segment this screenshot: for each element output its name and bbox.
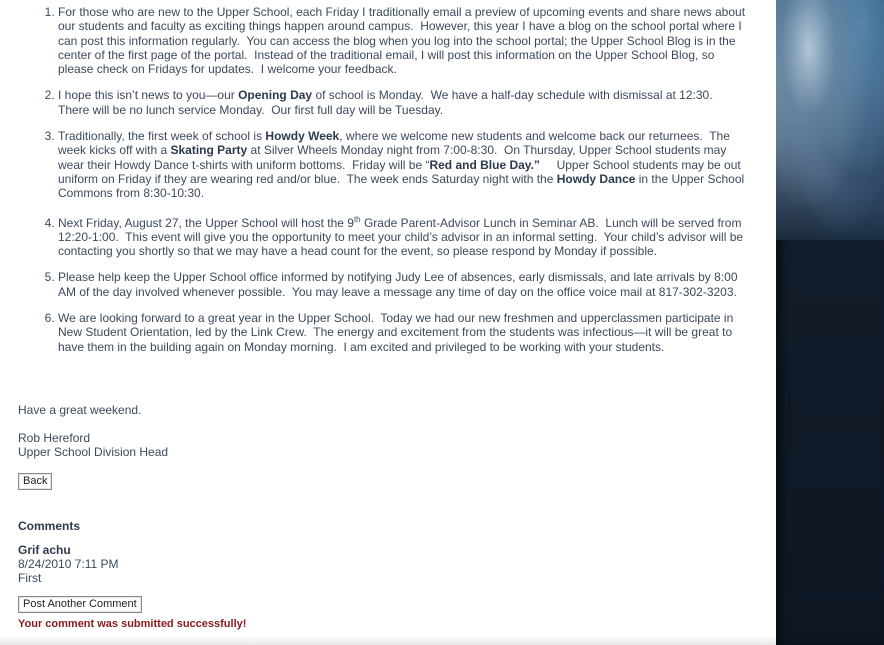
closing-text: Have a great weekend. (18, 403, 142, 417)
signature-name: Rob Hereford (18, 431, 91, 445)
water-photo (776, 0, 884, 240)
announcement-item: 2. I hope this isn’t news to you—our Opening Day of school is Monday. We have a half-day schedule with dismissal at 12:30. There will be no lunch service Monday. Our first full day will be Tuesday. (58, 88, 748, 117)
announcement-item: 6. We are looking forward to a great year in the Upper School. Today we had our new freshmen and upperclassmen participate in New Student Orientation, led by the Link Crew. The energy and excitement from the students was infectious—it will be great to have them in the building again on Monday morning. I am excited and privileged to be working with your students. (58, 311, 748, 354)
comment-text: First (18, 571, 42, 585)
post-another-comment-button[interactable]: Post Another Comment (18, 596, 142, 613)
announcement-item: 1. For those who are new to the Upper School, each Friday I traditionally email a preview of upcoming events and share news about our students and faculty as exciting things happen around campus. However, this year I have a blog on the school portal where I can post this information regularly. You can access the blog when you log into the school portal; the Upper School Blog is in the center of the first page of the portal. Instead of the traditional email, I will post this information on the Upper School Blog, so please check on Fridays for updates. I welcome your feedback. (58, 5, 748, 76)
announcement-item: 3. Traditionally, the first week of school is Howdy Week, where we welcome new students and welcome back our returnees. The week kicks off with a Skating Party at Silver Wheels Monday night from 7:00-8:30. On Thursday, Upper School students may wear their Howdy Dance t-shirts with uniform bottoms. Friday will be “Red and Blue Day.” Upper School students may be out uniform on Friday if they are wearing red and/or blue. The week ends Saturday night with the Howdy Dance in the Upper School Commons from 8:30-10:30. (58, 129, 748, 200)
success-message: Your comment was submitted successfully! (18, 618, 247, 630)
back-button[interactable]: Back (18, 473, 52, 490)
announcement-item: 4. Next Friday, August 27, the Upper School will host the 9th Grade Parent-Advisor Lunch in Seminar AB. Lunch will be served from 12:20-1:00. This event will give you the opportunity to meet your child’s advisor in an informal setting. Your child’s advisor will be contacting you shortly so that we may have a head count for the event, so please respond by Monday if possible. (58, 213, 748, 259)
bottom-edge (0, 636, 776, 645)
comments-heading: Comments (18, 519, 81, 533)
announcement-list (0, 5, 748, 366)
announcement-item: 5. Please help keep the Upper School office informed by notifying Judy Lee of absences, early dismissals, and late arrivals by 8:00 AM of the day involved whenever possible. You may leave a message any time of day on the office voice mail at 817-302-3203. (58, 270, 748, 299)
comment-author: Grif achu (18, 543, 71, 557)
right-sidebar (776, 0, 884, 645)
signature-title: Upper School Division Head (18, 445, 169, 459)
comment-date: 8/24/2010 7:11 PM (18, 557, 119, 571)
comment-item (18, 543, 119, 585)
signature (18, 431, 168, 459)
